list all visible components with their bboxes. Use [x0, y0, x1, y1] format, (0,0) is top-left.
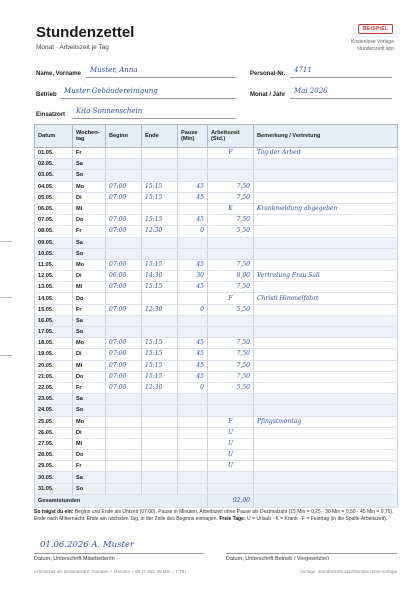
cell-pause[interactable] [178, 148, 208, 159]
cell-pause[interactable]: 45 [178, 371, 208, 382]
table-row [35, 215, 398, 226]
cell-pause[interactable] [178, 159, 208, 170]
monat-field[interactable]: Mai 2026 [290, 85, 392, 99]
punch-mark [0, 297, 12, 298]
cell-datum: 20.05. [35, 360, 73, 371]
cell-bemerkung[interactable] [254, 371, 398, 382]
table-row [35, 427, 398, 438]
cell-pause[interactable]: 45 [178, 338, 208, 349]
cell-wochentag: Mi [73, 360, 106, 371]
cell-arbeitszeit[interactable]: U [208, 461, 254, 472]
cell-beginn[interactable]: 07:00 [106, 360, 142, 371]
cell-bemerkung[interactable] [254, 483, 398, 494]
table-row [35, 237, 398, 248]
cell-bemerkung[interactable] [254, 427, 398, 438]
cell-ende[interactable] [142, 427, 178, 438]
einsatzort-label: Einsatzort [36, 112, 66, 118]
fold-mark [0, 355, 12, 356]
cell-bemerkung[interactable] [254, 226, 398, 237]
cell-beginn[interactable] [106, 483, 142, 494]
cell-ende[interactable]: 14:30 [142, 271, 178, 282]
cell-arbeitszeit[interactable]: 7,50 [208, 371, 254, 382]
cell-bemerkung[interactable] [254, 248, 398, 259]
cell-datum: 31.05. [35, 483, 73, 494]
cell-wochentag: Mo [73, 416, 106, 427]
cell-arbeitszeit[interactable] [208, 327, 254, 338]
cell-beginn[interactable] [106, 327, 142, 338]
cell-bemerkung[interactable] [254, 349, 398, 360]
cell-ende[interactable] [142, 203, 178, 214]
cell-arbeitszeit[interactable] [208, 315, 254, 326]
note-label-entry: So trägst du ein: [34, 509, 74, 515]
table-row [35, 226, 398, 237]
betrieb-field[interactable]: Muster Gebäudereinigung [60, 85, 236, 99]
cell-beginn[interactable]: 07:00 [106, 371, 142, 382]
cell-wochentag: Di [73, 427, 106, 438]
cell-datum: 08.05. [35, 226, 73, 237]
cell-ende[interactable] [142, 327, 178, 338]
cell-datum: 30.05. [35, 472, 73, 483]
cell-datum: 16.05. [35, 315, 73, 326]
einsatzort-field[interactable]: Kita Sonnenschein [72, 105, 236, 119]
table-header-row [35, 125, 398, 148]
cell-datum: 05.05. [35, 192, 73, 203]
cell-arbeitszeit[interactable]: 7,50 [208, 360, 254, 371]
table-row [35, 192, 398, 203]
cell-ende[interactable] [142, 438, 178, 449]
employee-signature-line [34, 553, 204, 554]
cell-arbeitszeit[interactable]: 7,50 [208, 181, 254, 192]
cell-ende[interactable]: 12:30 [142, 226, 178, 237]
col-header-arbeitszeit: Arbeitszeit (Std.) [208, 125, 254, 148]
brand-line-2: stundenzettl.app [357, 46, 394, 52]
cell-pause[interactable] [178, 483, 208, 494]
cell-beginn[interactable] [106, 203, 142, 214]
cell-datum: 11.05. [35, 259, 73, 270]
cell-wochentag: Mo [73, 259, 106, 270]
cell-pause[interactable]: 45 [178, 181, 208, 192]
col-header-bemerkung: Bemerkung / Vertretung [254, 125, 398, 148]
cell-datum: 14.05. [35, 293, 73, 304]
cell-wochentag: Fr [73, 226, 106, 237]
cell-beginn[interactable] [106, 315, 142, 326]
name-field[interactable]: Muster, Anna [86, 64, 236, 78]
cell-ende[interactable]: 15:15 [142, 360, 178, 371]
cell-wochentag: Fr [73, 461, 106, 472]
cell-datum: 29.05. [35, 461, 73, 472]
brand-info [351, 39, 394, 53]
note-text-entry: Beginn und Ende als Uhrzeit (07:00), Pause in Minuten, Arbeitszeit ohne Pause als Dezimalzahl (15 Min = 0,25 · 30 Min = 0,50 · 45 Min = 0,75). Ende nach Mitternacht: Ende am nächsten Tag, in der Zeile des Beginns eintragen. [34, 509, 394, 522]
note-text-free-days: U = Urlaub · K = Krank · F = Feiertag (in die Spalte Arbeitszeit). [245, 516, 388, 522]
cell-wochentag: Sa [73, 237, 106, 248]
cell-bemerkung[interactable] [254, 438, 398, 449]
cell-bemerkung[interactable]: Christi Himmelfahrt [254, 293, 398, 304]
cell-datum: 15.05. [35, 304, 73, 315]
cell-datum: 04.05. [35, 181, 73, 192]
personal-nr-field[interactable]: 4711 [290, 64, 392, 78]
cell-bemerkung[interactable] [254, 461, 398, 472]
cell-beginn[interactable] [106, 237, 142, 248]
cell-pause[interactable] [178, 293, 208, 304]
cell-pause[interactable]: 0 [178, 382, 208, 393]
cell-arbeitszeit[interactable] [208, 248, 254, 259]
cell-arbeitszeit[interactable]: 7,50 [208, 192, 254, 203]
cell-arbeitszeit[interactable] [208, 472, 254, 483]
cell-pause[interactable] [178, 405, 208, 416]
cell-wochentag: Di [73, 349, 106, 360]
cell-arbeitszeit[interactable]: 5,50 [208, 382, 254, 393]
cell-arbeitszeit[interactable] [208, 483, 254, 494]
cell-pause[interactable] [178, 248, 208, 259]
cell-ende[interactable]: 15:15 [142, 181, 178, 192]
cell-wochentag: Di [73, 271, 106, 282]
cell-datum: 01.05. [35, 148, 73, 159]
cell-bemerkung[interactable] [254, 327, 398, 338]
table-row [35, 282, 398, 293]
betrieb-label: Betrieb [36, 92, 57, 98]
table-row [35, 203, 398, 214]
cell-ende[interactable]: 15:15 [142, 338, 178, 349]
cell-beginn[interactable]: 07:00 [106, 259, 142, 270]
cell-ende[interactable]: 15:15 [142, 282, 178, 293]
cell-beginn[interactable] [106, 438, 142, 449]
cell-bemerkung[interactable] [254, 472, 398, 483]
col-header-wochentag: Wochen-tag [73, 125, 106, 148]
cell-arbeitszeit[interactable] [208, 170, 254, 181]
footer-left: Arbeitszeit als Dezimalzahl: Stunden + Minuten ÷ 60 (7 Std. 45 Min = 7,75) [34, 569, 186, 574]
cell-ende[interactable]: 12:30 [142, 304, 178, 315]
cell-arbeitszeit[interactable]: 7,50 [208, 282, 254, 293]
cell-arbeitszeit[interactable] [208, 237, 254, 248]
cell-ende[interactable]: 12:30 [142, 382, 178, 393]
cell-bemerkung[interactable] [254, 382, 398, 393]
cell-wochentag: Do [73, 215, 106, 226]
cell-datum: 13.05. [35, 282, 73, 293]
cell-ende[interactable]: 15:15 [142, 215, 178, 226]
cell-wochentag: Sa [73, 315, 106, 326]
cell-ende[interactable] [142, 248, 178, 259]
cell-wochentag: Fr [73, 304, 106, 315]
cell-beginn[interactable]: 07:00 [106, 226, 142, 237]
cell-ende[interactable]: 15:15 [142, 192, 178, 203]
total-remark-cell [254, 494, 398, 507]
table-row [35, 450, 398, 461]
cell-datum: 28.05. [35, 450, 73, 461]
table-row [35, 461, 398, 472]
table-row [35, 170, 398, 181]
cell-ende[interactable] [142, 394, 178, 405]
cell-datum: 26.05. [35, 427, 73, 438]
cell-pause[interactable]: 45 [178, 282, 208, 293]
cell-ende[interactable]: 15:15 [142, 371, 178, 382]
cell-arbeitszeit[interactable]: 7,50 [208, 349, 254, 360]
instructions-note [34, 509, 397, 523]
cell-pause[interactable] [178, 427, 208, 438]
cell-pause[interactable] [178, 394, 208, 405]
cell-arbeitszeit[interactable]: 5,50 [208, 226, 254, 237]
cell-arbeitszeit[interactable]: 7,50 [208, 338, 254, 349]
table-row [35, 338, 398, 349]
cell-datum: 22.05. [35, 382, 73, 393]
cell-ende[interactable]: 15:15 [142, 259, 178, 270]
cell-bemerkung[interactable]: Vertretung Frau Sali [254, 271, 398, 282]
cell-datum: 02.05. [35, 159, 73, 170]
cell-datum: 10.05. [35, 248, 73, 259]
cell-beginn[interactable] [106, 472, 142, 483]
cell-datum: 03.05. [35, 170, 73, 181]
table-row [35, 181, 398, 192]
cell-wochentag: Mi [73, 438, 106, 449]
cell-pause[interactable] [178, 461, 208, 472]
cell-wochentag: Fr [73, 148, 106, 159]
employer-signature-label: Datum, Unterschrift Betrieb / Vorgesetzte/r [226, 556, 330, 562]
cell-arbeitszeit[interactable] [208, 405, 254, 416]
cell-datum: 12.05. [35, 271, 73, 282]
table-row [35, 416, 398, 427]
cell-bemerkung[interactable]: Pfingstmontag [254, 416, 398, 427]
cell-datum: 07.05. [35, 215, 73, 226]
cell-pause[interactable] [178, 170, 208, 181]
cell-wochentag: Sa [73, 394, 106, 405]
cell-bemerkung[interactable] [254, 192, 398, 203]
cell-bemerkung[interactable] [254, 405, 398, 416]
cell-datum: 23.05. [35, 394, 73, 405]
table-row [35, 472, 398, 483]
cell-pause[interactable] [178, 416, 208, 427]
cell-pause[interactable]: 0 [178, 226, 208, 237]
cell-ende[interactable]: 15:15 [142, 349, 178, 360]
cell-wochentag: So [73, 405, 106, 416]
cell-arbeitszeit[interactable]: 7,50 [208, 259, 254, 270]
cell-bemerkung[interactable]: Tag der Arbeit [254, 148, 398, 159]
cell-ende[interactable] [142, 237, 178, 248]
cell-pause[interactable]: 45 [178, 259, 208, 270]
cell-pause[interactable]: 0 [178, 304, 208, 315]
employee-signature-value[interactable]: 01.06.2026 A. Muster [40, 540, 134, 550]
note-label-free-days: Freie Tage: [219, 516, 246, 522]
cell-datum: 24.05. [35, 405, 73, 416]
example-badge: BEISPIEL [358, 24, 393, 34]
table-row [35, 382, 398, 393]
cell-pause[interactable]: 30 [178, 271, 208, 282]
brand-line-1: Kostenlose Vorlage [350, 39, 394, 45]
table-row [35, 293, 398, 304]
cell-pause[interactable] [178, 438, 208, 449]
cell-wochentag: Sa [73, 472, 106, 483]
cell-ende[interactable] [142, 416, 178, 427]
employer-signature-line [226, 553, 397, 554]
cell-wochentag: Fr [73, 382, 106, 393]
cell-ende[interactable] [142, 315, 178, 326]
cell-beginn[interactable] [106, 461, 142, 472]
cell-wochentag: Do [73, 371, 106, 382]
cell-beginn[interactable]: 07:00 [106, 382, 142, 393]
table-row [35, 371, 398, 382]
cell-datum: 09.05. [35, 237, 73, 248]
cell-arbeitszeit[interactable]: U [208, 427, 254, 438]
cell-bemerkung[interactable] [254, 394, 398, 405]
cell-bemerkung[interactable] [254, 215, 398, 226]
col-header-ende: Ende [142, 125, 178, 148]
table-row [35, 405, 398, 416]
table-row [35, 248, 398, 259]
cell-beginn[interactable] [106, 416, 142, 427]
total-label: Gesamtstunden [35, 494, 208, 507]
cell-bemerkung[interactable] [254, 170, 398, 181]
table-row [35, 304, 398, 315]
cell-pause[interactable]: 45 [178, 215, 208, 226]
cell-pause[interactable] [178, 315, 208, 326]
cell-beginn[interactable] [106, 170, 142, 181]
cell-arbeitszeit[interactable]: F [208, 416, 254, 427]
cell-wochentag: Do [73, 450, 106, 461]
cell-ende[interactable] [142, 472, 178, 483]
cell-arbeitszeit[interactable]: 5,50 [208, 304, 254, 315]
total-row [35, 494, 398, 507]
cell-beginn[interactable] [106, 427, 142, 438]
cell-arbeitszeit[interactable]: U [208, 450, 254, 461]
cell-bemerkung[interactable] [254, 304, 398, 315]
cell-datum: 18.05. [35, 338, 73, 349]
cell-datum: 06.05. [35, 203, 73, 214]
cell-beginn[interactable] [106, 450, 142, 461]
cell-ende[interactable] [142, 148, 178, 159]
cell-arbeitszeit[interactable]: F [208, 148, 254, 159]
employee-signature-label: Datum, Unterschrift Mitarbeiter/in [34, 556, 115, 562]
cell-ende[interactable] [142, 159, 178, 170]
table-row [35, 327, 398, 338]
cell-ende[interactable] [142, 450, 178, 461]
cell-wochentag: So [73, 248, 106, 259]
cell-bemerkung[interactable] [254, 360, 398, 371]
table-row [35, 259, 398, 270]
cell-beginn[interactable]: 07:00 [106, 192, 142, 203]
cell-bemerkung[interactable]: Krankmeldung abgegeben [254, 203, 398, 214]
table-row [35, 271, 398, 282]
cell-datum: 17.05. [35, 327, 73, 338]
cell-datum: 27.05. [35, 438, 73, 449]
cell-pause[interactable]: 45 [178, 360, 208, 371]
table-row [35, 438, 398, 449]
personal-nr-label: Personal-Nr. [250, 71, 286, 77]
page-subtitle: Monat · Arbeitszeit je Tag [36, 44, 109, 51]
table-row [35, 394, 398, 405]
page-title: Stundenzettel [36, 24, 135, 41]
cell-bemerkung[interactable] [254, 181, 398, 192]
cell-arbeitszeit[interactable] [208, 394, 254, 405]
cell-pause[interactable] [178, 237, 208, 248]
cell-arbeitszeit[interactable]: 7,50 [208, 215, 254, 226]
cell-arbeitszeit[interactable]: F [208, 293, 254, 304]
cell-beginn[interactable]: 07:00 [106, 349, 142, 360]
cell-pause[interactable] [178, 327, 208, 338]
cell-bemerkung[interactable] [254, 259, 398, 270]
cell-beginn[interactable] [106, 293, 142, 304]
cell-wochentag: So [73, 170, 106, 181]
cell-beginn[interactable] [106, 159, 142, 170]
cell-pause[interactable] [178, 450, 208, 461]
cell-beginn[interactable]: 07:00 [106, 215, 142, 226]
table-row [35, 360, 398, 371]
cell-wochentag: Mo [73, 181, 106, 192]
cell-pause[interactable] [178, 203, 208, 214]
footer-right: Vorlage: stundenzettl.app/stundenzettel-vorlage [299, 569, 397, 574]
cell-beginn[interactable] [106, 248, 142, 259]
table-row [35, 315, 398, 326]
col-header-datum: Datum [35, 125, 73, 148]
cell-arbeitszeit[interactable]: 8,00 [208, 271, 254, 282]
cell-beginn[interactable]: 07:00 [106, 282, 142, 293]
cell-ende[interactable] [142, 405, 178, 416]
cell-bemerkung[interactable] [254, 237, 398, 248]
cell-wochentag: Sa [73, 159, 106, 170]
cell-pause[interactable]: 45 [178, 349, 208, 360]
cell-wochentag: Di [73, 192, 106, 203]
cell-bemerkung[interactable] [254, 282, 398, 293]
monat-label: Monat / Jahr [250, 92, 286, 98]
cell-bemerkung[interactable] [254, 315, 398, 326]
cell-beginn[interactable]: 06:00 [106, 271, 142, 282]
cell-wochentag: Mi [73, 282, 106, 293]
fold-mark [0, 241, 12, 242]
cell-arbeitszeit[interactable]: U [208, 438, 254, 449]
cell-arbeitszeit[interactable]: K [208, 203, 254, 214]
cell-datum: 25.05. [35, 416, 73, 427]
col-header-pause: Pause (Min) [178, 125, 208, 148]
cell-bemerkung[interactable] [254, 338, 398, 349]
name-label: Name, Vorname [36, 71, 81, 77]
cell-bemerkung[interactable] [254, 450, 398, 461]
cell-arbeitszeit[interactable] [208, 159, 254, 170]
cell-datum: 19.05. [35, 349, 73, 360]
cell-wochentag: Do [73, 293, 106, 304]
cell-wochentag: Mo [73, 338, 106, 349]
cell-beginn[interactable] [106, 148, 142, 159]
cell-datum: 21.05. [35, 371, 73, 382]
table-row [35, 483, 398, 494]
col-header-beginn: Beginn [106, 125, 142, 148]
cell-beginn[interactable]: 07:00 [106, 181, 142, 192]
cell-wochentag: So [73, 327, 106, 338]
cell-beginn[interactable] [106, 405, 142, 416]
total-value[interactable]: 92,00 [208, 494, 254, 507]
cell-beginn[interactable] [106, 394, 142, 405]
cell-pause[interactable]: 45 [178, 192, 208, 203]
cell-ende[interactable] [142, 461, 178, 472]
table-row [35, 349, 398, 360]
table-row [35, 159, 398, 170]
cell-wochentag: So [73, 483, 106, 494]
cell-pause[interactable] [178, 472, 208, 483]
timesheet-table [34, 124, 398, 508]
cell-beginn[interactable]: 07:00 [106, 338, 142, 349]
cell-beginn[interactable]: 07:00 [106, 304, 142, 315]
cell-ende[interactable] [142, 170, 178, 181]
cell-wochentag: Mi [73, 203, 106, 214]
cell-bemerkung[interactable] [254, 159, 398, 170]
cell-ende[interactable] [142, 293, 178, 304]
cell-ende[interactable] [142, 483, 178, 494]
table-row [35, 148, 398, 159]
